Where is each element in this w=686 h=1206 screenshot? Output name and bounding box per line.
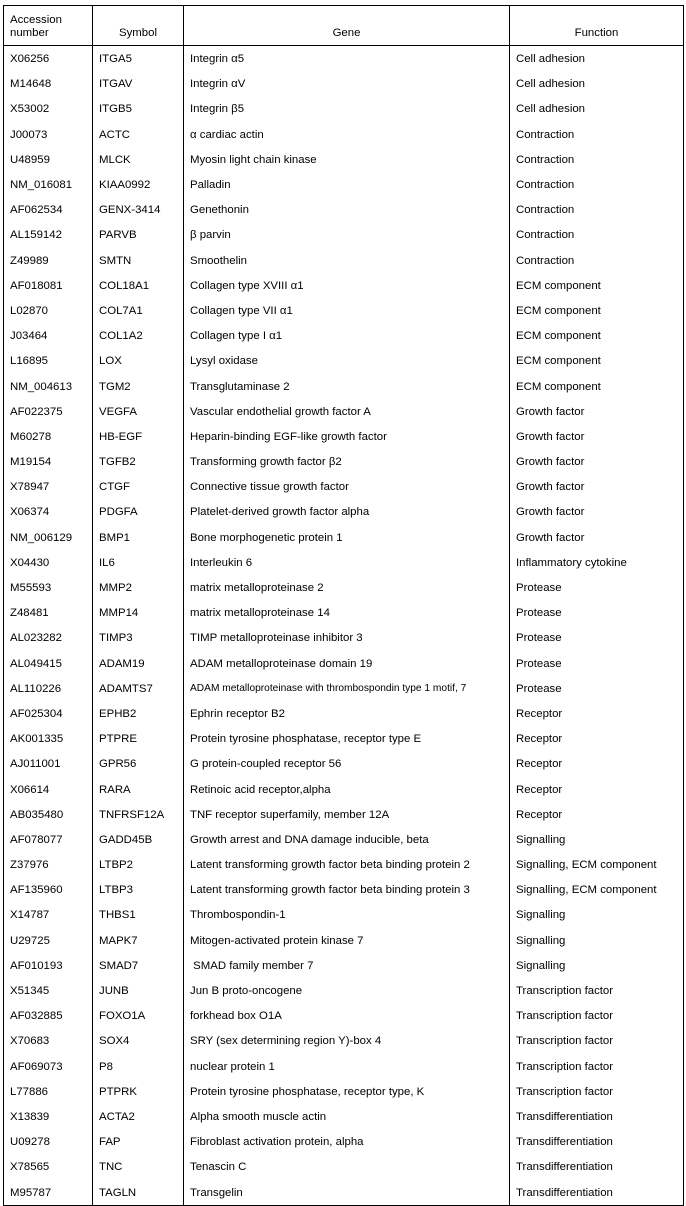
table-row [4,701,684,726]
table-row [4,1104,684,1129]
cell-gene: TIMP metalloproteinase inhibitor 3 [184,625,510,650]
cell-function: Transcription factor [510,1079,684,1104]
cell-symbol: ITGA5 [93,46,184,72]
gene-table [3,5,684,1206]
cell-gene: Integrin β5 [184,96,510,121]
cell-accession: AF062534 [4,197,93,222]
cell-function: Growth factor [510,449,684,474]
cell-gene: Growth arrest and DNA damage inducible, beta [184,827,510,852]
cell-gene: forkhead box O1A [184,1003,510,1028]
table-row [4,348,684,373]
cell-function: Transcription factor [510,1054,684,1079]
cell-function: Transdifferentiation [510,1104,684,1129]
cell-function: Signalling [510,953,684,978]
cell-symbol: FOXO1A [93,1003,184,1028]
table-row [4,273,684,298]
cell-accession: AF010193 [4,953,93,978]
cell-gene: Latent transforming growth factor beta binding protein 2 [184,852,510,877]
cell-gene: Genethonin [184,197,510,222]
cell-gene: Lysyl oxidase [184,348,510,373]
cell-function: Contraction [510,222,684,247]
cell-gene: Mitogen-activated protein kinase 7 [184,928,510,953]
cell-gene: Jun B proto-oncogene [184,978,510,1003]
cell-symbol: JUNB [93,978,184,1003]
table-row [4,852,684,877]
cell-accession: X06256 [4,46,93,72]
cell-accession: NM_006129 [4,525,93,550]
cell-accession: J03464 [4,323,93,348]
cell-accession: U48959 [4,147,93,172]
cell-accession: J00073 [4,122,93,147]
cell-symbol: COL1A2 [93,323,184,348]
cell-function: Contraction [510,248,684,273]
cell-gene: Protein tyrosine phosphatase, receptor type, K [184,1079,510,1104]
cell-gene: α cardiac actin [184,122,510,147]
cell-function: Transdifferentiation [510,1129,684,1154]
cell-symbol: RARA [93,776,184,801]
cell-symbol: FAP [93,1129,184,1154]
cell-gene: nuclear protein 1 [184,1054,510,1079]
cell-symbol: ACTC [93,122,184,147]
cell-accession: AF078077 [4,827,93,852]
cell-accession: AF069073 [4,1054,93,1079]
cell-symbol: ITGB5 [93,96,184,121]
cell-symbol: CTGF [93,474,184,499]
table-row [4,474,684,499]
cell-gene: Collagen type XVIII α1 [184,273,510,298]
table-row [4,953,684,978]
cell-accession: M14648 [4,71,93,96]
cell-function: Contraction [510,172,684,197]
cell-symbol: EPHB2 [93,701,184,726]
cell-accession: AF025304 [4,701,93,726]
cell-accession: AL159142 [4,222,93,247]
cell-accession: X70683 [4,1028,93,1053]
cell-function: Receptor [510,802,684,827]
cell-function: Contraction [510,122,684,147]
table-row [4,827,684,852]
cell-accession: AL110226 [4,676,93,701]
table-row [4,197,684,222]
cell-symbol: ITGAV [93,71,184,96]
cell-symbol: GADD45B [93,827,184,852]
cell-symbol: BMP1 [93,525,184,550]
cell-gene: Heparin-binding EGF-like growth factor [184,424,510,449]
cell-function: Receptor [510,776,684,801]
cell-gene: ADAM metalloproteinase with thrombospondin type 1 motif, 7 [184,676,510,701]
cell-function: Protease [510,625,684,650]
table-row [4,575,684,600]
cell-gene: Bone morphogenetic protein 1 [184,525,510,550]
cell-symbol: LTBP3 [93,877,184,902]
cell-symbol: TAGLN [93,1179,184,1205]
table-row [4,424,684,449]
cell-function: Receptor [510,751,684,776]
cell-symbol: PDGFA [93,499,184,524]
cell-accession: U09278 [4,1129,93,1154]
cell-symbol: LOX [93,348,184,373]
cell-gene: Interleukin 6 [184,550,510,575]
cell-gene: G protein-coupled receptor 56 [184,751,510,776]
cell-function: Signalling [510,928,684,953]
cell-gene: Latent transforming growth factor beta binding protein 3 [184,877,510,902]
cell-accession: AK001335 [4,726,93,751]
cell-accession: M95787 [4,1179,93,1205]
table-row [4,248,684,273]
cell-accession: AF018081 [4,273,93,298]
cell-gene: matrix metalloproteinase 2 [184,575,510,600]
cell-function: Signalling [510,827,684,852]
cell-accession: Z48481 [4,600,93,625]
cell-symbol: TIMP3 [93,625,184,650]
cell-function: Growth factor [510,474,684,499]
table-row [4,525,684,550]
cell-function: ECM component [510,273,684,298]
table-header [4,6,684,46]
cell-function: Contraction [510,197,684,222]
cell-accession: AF032885 [4,1003,93,1028]
cell-function: Protease [510,676,684,701]
table-row [4,776,684,801]
cell-function: Receptor [510,726,684,751]
table-row [4,373,684,398]
cell-function: Cell adhesion [510,96,684,121]
cell-gene: Thrombospondin-1 [184,902,510,927]
cell-gene: Fibroblast activation protein, alpha [184,1129,510,1154]
cell-accession: X78947 [4,474,93,499]
cell-function: Contraction [510,147,684,172]
cell-gene: Integrin α5 [184,46,510,72]
cell-symbol: MMP14 [93,600,184,625]
cell-accession: L77886 [4,1079,93,1104]
cell-gene: TNF receptor superfamily, member 12A [184,802,510,827]
cell-function: Protease [510,651,684,676]
cell-gene: Protein tyrosine phosphatase, receptor type E [184,726,510,751]
cell-symbol: SMTN [93,248,184,273]
cell-function: ECM component [510,348,684,373]
table-row [4,323,684,348]
table-row [4,1028,684,1053]
cell-symbol: PARVB [93,222,184,247]
cell-gene: Alpha smooth muscle actin [184,1104,510,1129]
cell-gene: Connective tissue growth factor [184,474,510,499]
cell-function: Growth factor [510,424,684,449]
cell-accession: Z37976 [4,852,93,877]
cell-accession: X14787 [4,902,93,927]
cell-accession: X53002 [4,96,93,121]
cell-function: ECM component [510,298,684,323]
cell-function: Signalling, ECM component [510,877,684,902]
cell-gene: Vascular endothelial growth factor A [184,399,510,424]
cell-symbol: TNC [93,1154,184,1179]
table-row [4,651,684,676]
cell-accession: M19154 [4,449,93,474]
table-row [4,1154,684,1179]
table-row [4,222,684,247]
cell-function: Transcription factor [510,1028,684,1053]
cell-function: Transdifferentiation [510,1154,684,1179]
cell-function: Protease [510,600,684,625]
cell-accession: X13839 [4,1104,93,1129]
cell-function: Signalling [510,902,684,927]
cell-gene: Tenascin C [184,1154,510,1179]
cell-gene: matrix metalloproteinase 14 [184,600,510,625]
cell-accession: AJ011001 [4,751,93,776]
cell-gene: Ephrin receptor B2 [184,701,510,726]
cell-accession: AB035480 [4,802,93,827]
cell-accession: U29725 [4,928,93,953]
cell-accession: AF135960 [4,877,93,902]
cell-symbol: MAPK7 [93,928,184,953]
table-row [4,147,684,172]
cell-symbol: KIAA0992 [93,172,184,197]
cell-function: Signalling, ECM component [510,852,684,877]
table-row [4,550,684,575]
table-row [4,449,684,474]
cell-gene: Platelet-derived growth factor alpha [184,499,510,524]
cell-gene: β parvin [184,222,510,247]
table-row [4,1129,684,1154]
cell-accession: AL049415 [4,651,93,676]
table-row [4,1179,684,1205]
cell-function: Protease [510,575,684,600]
cell-gene: SMAD family member 7 [184,953,510,978]
table-row [4,71,684,96]
header-gene: Gene [184,6,510,46]
cell-function: Transdifferentiation [510,1179,684,1205]
table-row [4,726,684,751]
cell-gene: Smoothelin [184,248,510,273]
cell-accession: X04430 [4,550,93,575]
cell-symbol: MMP2 [93,575,184,600]
cell-symbol: TGM2 [93,373,184,398]
table-row [4,676,684,701]
cell-symbol: PTPRE [93,726,184,751]
cell-gene: SRY (sex determining region Y)-box 4 [184,1028,510,1053]
table-row [4,46,684,72]
table-row [4,802,684,827]
cell-accession: X06614 [4,776,93,801]
cell-symbol: GPR56 [93,751,184,776]
cell-function: Growth factor [510,499,684,524]
table-body [4,46,684,1206]
cell-function: Transcription factor [510,978,684,1003]
cell-accession: AF022375 [4,399,93,424]
cell-gene: Palladin [184,172,510,197]
cell-function: ECM component [510,373,684,398]
table-row [4,1079,684,1104]
header-symbol: Symbol [93,6,184,46]
cell-symbol: COL7A1 [93,298,184,323]
cell-gene: Transforming growth factor β2 [184,449,510,474]
cell-gene: Transglutaminase 2 [184,373,510,398]
cell-symbol: ADAMTS7 [93,676,184,701]
cell-symbol: HB-EGF [93,424,184,449]
cell-accession: X06374 [4,499,93,524]
table-row [4,600,684,625]
cell-function: Cell adhesion [510,46,684,72]
cell-symbol: LTBP2 [93,852,184,877]
cell-accession: AL023282 [4,625,93,650]
cell-gene: Retinoic acid receptor,alpha [184,776,510,801]
cell-symbol: MLCK [93,147,184,172]
table-row [4,172,684,197]
table-row [4,122,684,147]
table-row [4,1054,684,1079]
cell-symbol: SOX4 [93,1028,184,1053]
cell-gene: Collagen type VII α1 [184,298,510,323]
table-row [4,928,684,953]
cell-accession: L16895 [4,348,93,373]
table-row [4,399,684,424]
table-row [4,978,684,1003]
cell-gene: Myosin light chain kinase [184,147,510,172]
table-row [4,902,684,927]
cell-symbol: ADAM19 [93,651,184,676]
cell-symbol: TNFRSF12A [93,802,184,827]
cell-accession: X78565 [4,1154,93,1179]
cell-symbol: ACTA2 [93,1104,184,1129]
cell-accession: M60278 [4,424,93,449]
cell-symbol: SMAD7 [93,953,184,978]
header-row [4,6,684,46]
table-row [4,96,684,121]
cell-accession: NM_004613 [4,373,93,398]
cell-function: Growth factor [510,399,684,424]
cell-function: ECM component [510,323,684,348]
cell-symbol: THBS1 [93,902,184,927]
cell-gene: Transgelin [184,1179,510,1205]
table-row [4,1003,684,1028]
table-row [4,499,684,524]
cell-symbol: GENX-3414 [93,197,184,222]
cell-function: Cell adhesion [510,71,684,96]
cell-accession: Z49989 [4,248,93,273]
cell-gene: ADAM metalloproteinase domain 19 [184,651,510,676]
cell-function: Growth factor [510,525,684,550]
cell-symbol: TGFB2 [93,449,184,474]
cell-symbol: PTPRK [93,1079,184,1104]
table-row [4,298,684,323]
cell-accession: L02870 [4,298,93,323]
cell-function: Receptor [510,701,684,726]
cell-function: Inflammatory cytokine [510,550,684,575]
header-accession-number: Accession number [4,6,93,46]
cell-accession: NM_016081 [4,172,93,197]
cell-symbol: P8 [93,1054,184,1079]
cell-gene: Collagen type I α1 [184,323,510,348]
cell-symbol: VEGFA [93,399,184,424]
cell-accession: X51345 [4,978,93,1003]
cell-gene: Integrin αV [184,71,510,96]
header-function: Function [510,6,684,46]
table-row [4,625,684,650]
cell-symbol: COL18A1 [93,273,184,298]
cell-accession: M55593 [4,575,93,600]
cell-function: Transcription factor [510,1003,684,1028]
table-row [4,877,684,902]
cell-symbol: IL6 [93,550,184,575]
table-row [4,751,684,776]
